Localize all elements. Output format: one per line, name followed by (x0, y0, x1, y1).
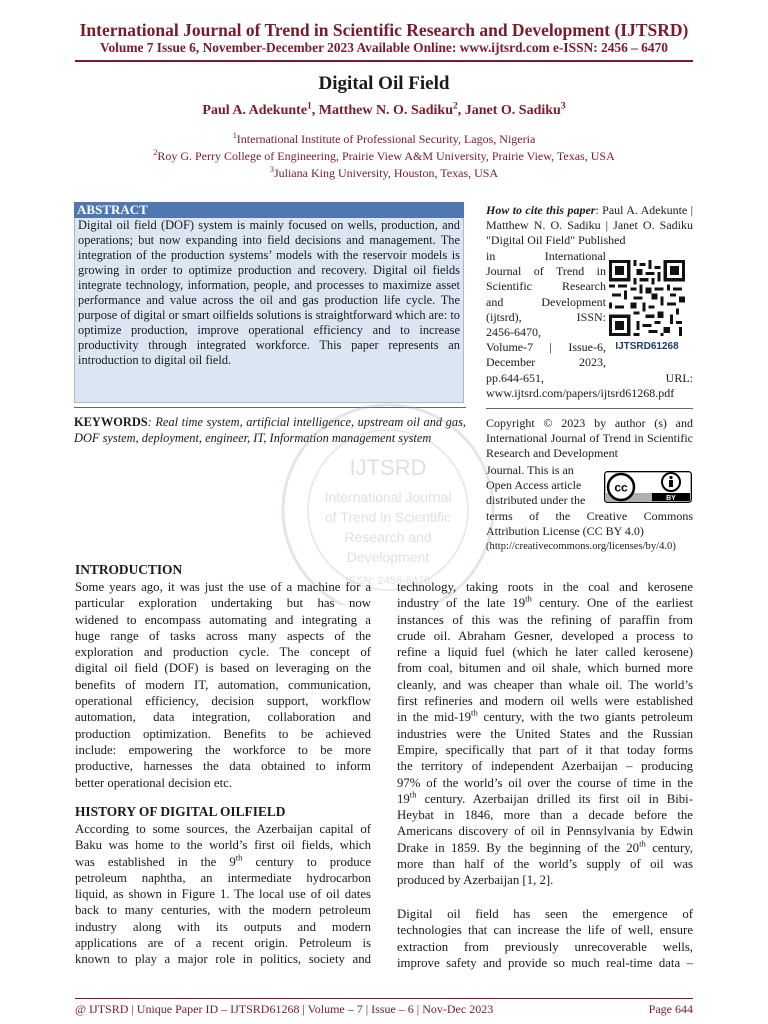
citation-line: Scientific Research (486, 279, 606, 294)
text-line: refine a liquid fuel (which he later called kerosene) (397, 645, 693, 660)
watermark-line: of Trend in Scientific (324, 509, 452, 525)
citation-url-link[interactable]: www.ijtsrd.com/papers/ijtsrd61268.pdf (486, 386, 675, 401)
text-line: exploration and production cycle. The concept of (75, 645, 371, 660)
introduction-text (75, 579, 371, 791)
qr-code-icon (609, 258, 685, 338)
text-line: digital oil field (DOF) is based on leveraging on the (75, 661, 371, 676)
text-line: widened to encompass automating and integrating a (75, 612, 371, 627)
journal-watermark (268, 400, 508, 605)
citation-line: Journal of Trend in (486, 264, 606, 279)
right-column-paragraph (397, 906, 693, 971)
footer-divider (75, 998, 693, 999)
text-line: improve safety and provide so much real-time data – (397, 955, 693, 970)
abstract-paragraph: Digital oil field (DOF) system is mainly focused on wells, production, and operations; but now expanding into field decisions and management. The integration of the production systems’ models with the reservoir models is growing in order to optimize production and recovery. Digital oil fields integrate technology, information, people, and processes to maximize asset performance and value across the oil and gas production life cycle. The purpose of digital or smart oilfields solutions is straightforward which are: to optimize production, improve operational efficiency and to increase productivity through integrated workforce. This paper represents an introduction to digital oil field. (78, 218, 460, 368)
citation-pages: pp.644-651, (486, 371, 544, 385)
text-line: Drake in 1859. By the beginning of the 20th century, (397, 838, 693, 855)
watermark-line: Development (346, 549, 430, 565)
text-line: the territory of independent Azerbaijan – producing (397, 759, 693, 774)
copyright-text: Copyright © 2023 by author (s) and International Journal of Trend in Scientific Research and Development (486, 416, 693, 461)
text-line: cleanly, and was cheaper than whale oil. The world’s (397, 677, 693, 692)
copyright-line: Open Access article (486, 478, 582, 493)
watermark-acronym: IJTSRD (349, 455, 427, 480)
affiliation-sup: 2 (153, 148, 158, 157)
text-line: better operational decision etc. (75, 775, 233, 790)
text-line: was established in the 9th century to produce (75, 852, 371, 869)
text-line: benefits of modern IT, automation, communication, (75, 677, 371, 692)
text-line: back to many centuries, with the modern petroleum (75, 903, 371, 918)
affiliation (0, 149, 768, 164)
citation-line: Volume-7 | Issue-6, (486, 340, 606, 355)
citation-line: and Development (486, 294, 606, 309)
paper-title: Digital Oil Field (318, 73, 450, 94)
text-line: technology, taking roots in the coal and kerosene (397, 580, 693, 594)
text-line: According to some sources, the Azerbaijan capital of (75, 822, 371, 836)
citation-line: December 2023, (486, 355, 606, 370)
text-line: first refineries and modern oil wells were established (397, 694, 693, 709)
text-line: instances of this was the refining of paraffin from (397, 612, 693, 627)
text-line: Americans discovery of oil in Pennsylvania by Edwin (397, 824, 693, 839)
keywords-text: : Real time system, artificial intelligence, upstream oil and gas, DOF system, deployment, engineer, IT, Information management system (74, 415, 466, 445)
journal-title: International Journal of Trend in Scientific Research and Development (IJTSRD) (79, 20, 689, 40)
author-name: Matthew N. O. Sadiku (318, 103, 453, 118)
text-line: particular exploration undertaking but has now (75, 596, 371, 611)
author-sup: 3 (560, 101, 566, 112)
by-symbol-text: BY (666, 495, 676, 502)
journal-issue-line: Volume 7 Issue 6, November-December 2023 Available Online: www.ijtsrd.com e-ISSN: 2456 – 6470 (100, 40, 668, 55)
copyright-rule (486, 408, 693, 409)
watermark-line: Research and (344, 529, 432, 545)
text-line: huge range of tasks across many aspects of the (75, 628, 371, 643)
citation-text: : Paul A. Adekunte | Matthew N. O. Sadiku | Janet O. Sadiku "Digital Oil Field" Published (486, 203, 693, 248)
affiliation (0, 166, 768, 181)
text-line: known to play a major role in politics, society and (75, 952, 371, 967)
text-line: from coal, bitumen and oil shale, which burned more (397, 661, 693, 676)
text-line: include: empowering the workforce to be more (75, 742, 371, 757)
text-line: Digital oil field has seen the emergence of (397, 907, 693, 921)
citation-line: in International (486, 249, 606, 263)
citation-label: How to cite this paper (486, 203, 596, 217)
text-line: Empire, specifically that part of it that today forms (397, 742, 693, 757)
text-line: 97% of the world’s oil over the course of time in the (397, 775, 693, 790)
affiliation-text: Juliana King University, Houston, Texas, USA (273, 166, 499, 180)
citation-line: (ijtsrd), ISSN: (486, 309, 606, 324)
watermark-issn: ISSN: 2456-6470 (345, 575, 431, 587)
text-line: produced by Azerbaijan [1, 2]. (397, 873, 554, 888)
text-line: extraction from previously unrecoverable wells, (397, 939, 693, 954)
text-line: Baku was home to the world’s first oil fields, which (75, 838, 371, 853)
text-line: automation, data integration, collaboration and (75, 710, 371, 725)
text-line: crude oil. Abraham Gesner, developed a process to (397, 628, 693, 643)
copyright-line: distributed under the (486, 493, 586, 508)
introduction-heading: INTRODUCTION (75, 562, 183, 577)
affiliation-text: Roy G. Perry College of Engineering, Prairie View A&M University, Prairie View, Texas, USA (157, 149, 615, 163)
author-list: Paul A. Adekunte$^1$, Matthew N. O. Sadiku$^2$, Janet O. Sadiku$^3$ (202, 101, 566, 118)
copyright-license: terms of the Creative Commons Attribution License (CC BY 4.0) (486, 509, 693, 539)
citation-intro (486, 203, 693, 249)
copyright-line: Journal. This is an (486, 463, 574, 477)
text-line: more than half of the world’s supply of oil was (397, 857, 693, 872)
text-line: production optimization. Benefits to be achieved (75, 726, 371, 741)
page-number: Page 644 (648, 1002, 693, 1016)
affiliation (0, 132, 768, 147)
text-line: 19th century. Azerbaijan drilled its first oil in Bibi- (397, 789, 693, 806)
author-sup: 1 (307, 101, 312, 112)
affiliation-sup: 3 (269, 165, 274, 174)
citation-line: 2456-6470, (486, 325, 541, 340)
author-name: Paul A. Adekunte (202, 103, 308, 118)
text-line: Heybat in 1846, more than a decade before the (397, 808, 693, 823)
history-heading: HISTORY OF DIGITAL OILFIELD (75, 804, 286, 819)
text-line: liquid, as shown in Figure 1. The local use of oil dates (75, 887, 371, 902)
abstract-heading: ABSTRACT (74, 202, 464, 218)
watermark-line: International Journal (324, 489, 452, 505)
text-line: applications are of a recent origin. Petroleum is (75, 936, 371, 951)
text-line: industry along with its outputs and modern (75, 919, 371, 934)
affiliation-text: International Institute of Professional Security, Lagos, Nigeria (236, 132, 536, 146)
qr-code-label: IJTSRD61268 (609, 339, 685, 354)
text-line: in the mid-19th century, with the two giants petroleum (397, 708, 693, 725)
right-column-paragraph (397, 579, 693, 889)
affiliation-sup: 1 (232, 131, 237, 140)
author-name: Janet O. Sadiku (464, 103, 561, 118)
keywords-label: KEYWORDS (74, 415, 148, 429)
header-divider (75, 60, 693, 62)
history-text (75, 821, 371, 968)
footer-info: @ IJTSRD | Unique Paper ID – IJTSRD61268 | Volume – 7 | Issue – 6 | Nov-Dec 2023 (75, 1002, 494, 1016)
abstract-text (74, 218, 464, 368)
license-url-link[interactable]: (http://creativecommons.org/licenses/by/4.0) (486, 541, 676, 552)
citation-column (486, 249, 606, 371)
text-line: operational efficiency, decision support, workflow (75, 694, 371, 709)
citation-url-label: URL: (665, 371, 693, 385)
text-line: productive, harnesses the data obtained to inform (75, 759, 371, 774)
text-line: industry of the late 19th century. One of the earliest (397, 594, 693, 611)
cc-by-license-icon (604, 471, 692, 503)
author-sup: 2 (452, 101, 458, 112)
text-line: industries were the United States and the Russian (397, 726, 693, 741)
text-line: Some years ago, it was just the use of a machine for a (75, 580, 371, 594)
citation-url-block (486, 371, 693, 401)
text-line: petroleum naphtha, an intermediate hydrocarbon (75, 870, 371, 885)
cc-symbol-text: cc (614, 480, 628, 495)
text-line: technologies that can increase the life of well, ensure (397, 923, 693, 938)
